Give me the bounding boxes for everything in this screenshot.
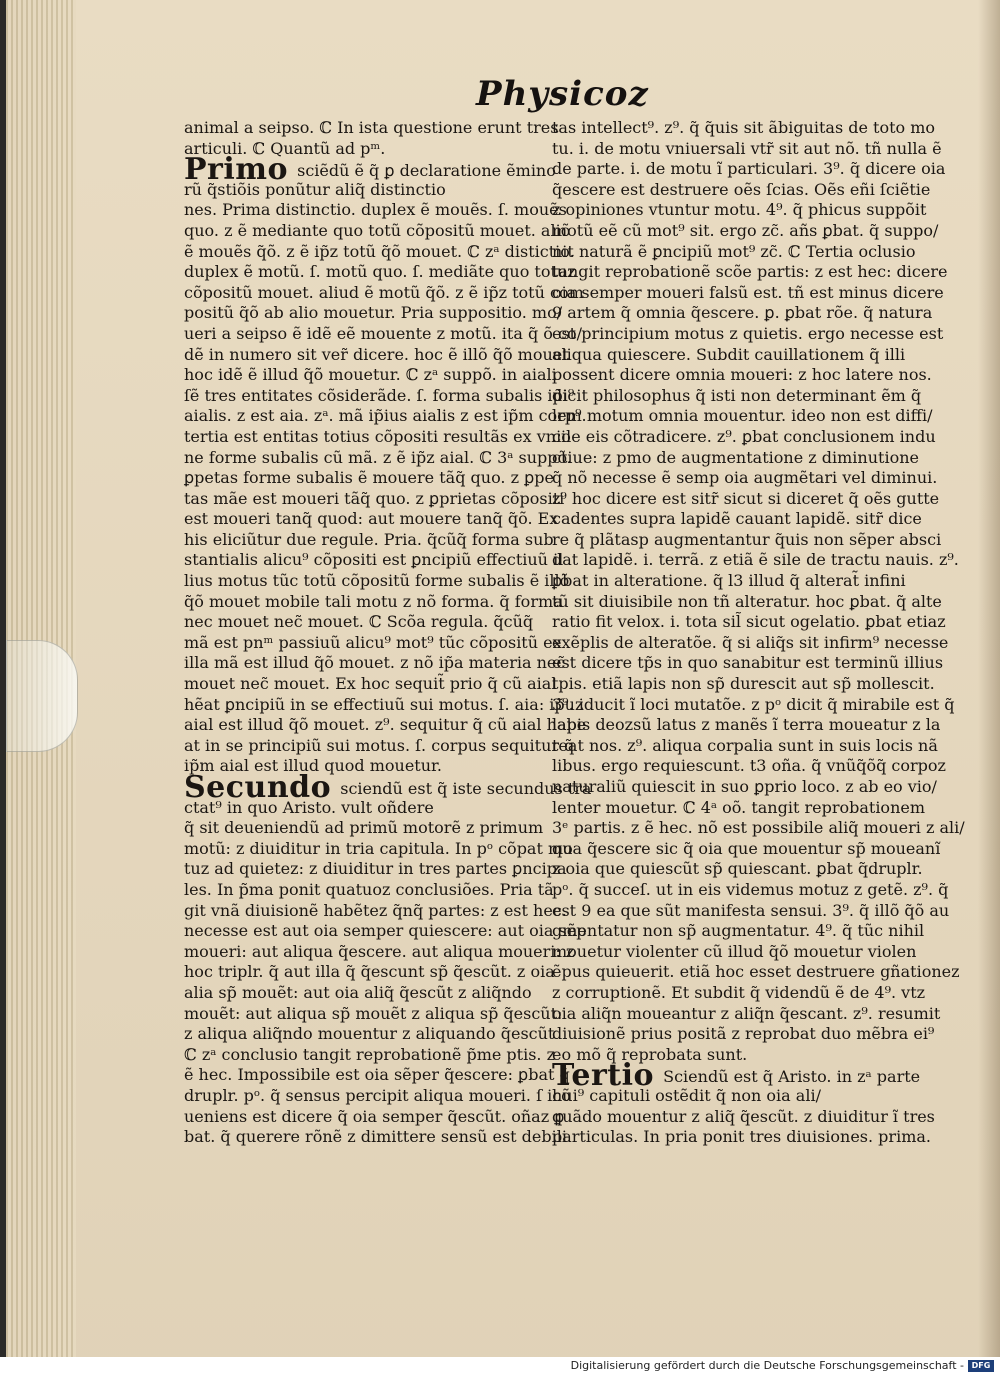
text-line: tu. i. de motu vniuersali vtr̃ sit aut nõ. tñ nulla ẽ (552, 138, 942, 158)
text-line: oia semper moueri falsũ est. tñ est minus dicere (552, 282, 944, 302)
text-line: bat. q̃ querere rõnẽ z dimittere sensũ est debili (184, 1127, 567, 1147)
text-line: hoc idẽ ẽ illud q̃õ mouetur. ℂ zᵃ suppõ. in aiali (184, 365, 557, 385)
dfg-logo: DFG (968, 1360, 994, 1372)
text-line: articuli. ℂ Quantũ ad pᵐ. (184, 138, 386, 158)
text-line: les. In p̃ma ponit quatuoz conclusiões. Pria tã (184, 879, 554, 899)
text-line: est moueri tanq̃ quod: aut mouere tanq̃ q̃õ. Ex (184, 509, 559, 529)
text-line: diuisionẽ prius positã z reprobat duo mẽbra ei⁹ (552, 1024, 935, 1044)
text-line: libus. ergo requiescunt. t3 oña. q̃ vnũq̃õq̃ corpoz (552, 756, 946, 776)
running-head: Physicoz (476, 74, 649, 114)
text-line: duplex ẽ motũ. ſ. motũ quo. ſ. mediãte quo totuz (184, 262, 576, 282)
text-line: animal a seipso. ℂ In ista questione erunt tres (184, 118, 559, 137)
text-line: aliqua quiescere. Subdit cauillationem q̃ illi (552, 344, 906, 364)
text-line: re q̃ plãtasp augmentantur q̃uis non sẽper absci (552, 529, 942, 549)
text-line: q̃escere est destruere oẽs ſcias. Oẽs eñi ſciẽtie (552, 179, 931, 199)
text-line: nit naturã ẽ ꝑncipiũ mot⁹ zc̃. ℂ Tertia oclusio (552, 241, 916, 261)
text-line: possent dicere omnia moueri: z hoc latere nos. (552, 365, 932, 385)
text-line: ctat⁹ in quo Aristo. vult oñdere (184, 797, 434, 817)
text-line: mouet nec̃ mouet. Ex hoc sequit̃ prio q̃ cũ aial (184, 674, 557, 694)
digitization-footer (0, 1357, 1000, 1375)
text-line: positũ q̃õ ab alio mouetur. Pria suppositio. mo/ (184, 303, 563, 323)
text-line-rest: sciendũ est q̃ iste secundus tra (335, 779, 592, 798)
text-line: at in se principiũ sui motus. ſ. corpus sequitur q̃ (184, 735, 575, 755)
text-line: ẽpus quieuerit. etiã hoc esset destruere gñationez (552, 962, 960, 982)
text-line: tangit reprobationẽ scõe partis: z est hec: dicere (552, 262, 948, 282)
text-line (552, 1058, 921, 1094)
text-line: git vnã diuisionẽ habẽtez q̃nq̃ partes: z est hec. (184, 900, 567, 920)
text-line: dat lapidẽ. i. terrã. z etiã ẽ sile de tractu nauis. z⁹. (552, 550, 959, 570)
text-line: cõpositũ mouet. aliud ẽ motũ q̃õ. z ẽ ip̃z totũ com (184, 282, 584, 302)
text-line: rũ q̃stiõis ponũtur aliq̃ distinctio (184, 179, 446, 199)
text-line: illa mã est illud q̃õ mouet. z nõ ip̃a materia nec̃ (184, 653, 566, 673)
text-line: pᵒ. q̃ succeſ. ut in eis videmus motuz z getẽ. z⁹. q̃ (552, 879, 949, 899)
text-line: z opiniones vtuntur motu. 4⁹. q̃ phicus suppõit (552, 200, 927, 220)
text-line: de parte. i. de motu ĩ particulari. 3⁹. q̃ dicere oia (552, 159, 946, 179)
text-line: ueniens est dicere q̃ oia semper q̃escũt. oñaz ꝑ (184, 1106, 565, 1126)
text-line: ip̃m aial est illud quod mouetur. (184, 756, 442, 776)
text-line: z aliqua aliq̃ndo mouentur z aliquando q̃escũt (184, 1024, 555, 1044)
text-line: teat nos. z⁹. aliqua corpalia sunt in suis locis nã (552, 735, 938, 755)
book-clip (6, 640, 78, 752)
text-line: est dicere tp̃s in quo sanabitur est terminũ illius (552, 653, 944, 673)
text-line: hẽat ꝑncipiũ in se effectiuũ sui motus. ſ. aia: ip̃uz (184, 694, 584, 714)
text-line: est 9 ea que sũt manifesta sensui. 3⁹. q̃ illõ q̃õ au (552, 900, 950, 920)
text-line: aial est illud q̃õ mouet. z⁹. sequitur q̃ cũ aial habe (184, 715, 587, 735)
text-line: z corruptionẽ. Et subdit q̃ videndũ ẽ de 4⁹. vtz (552, 982, 926, 1002)
text-line: ꝑbat in alteratione. q̃ l3 illud q̃ alterat̃ infini (552, 571, 906, 591)
text-line: lius motus tũc totũ cõpositũ forme subalis ẽ illõ (184, 571, 570, 591)
text-line: hoc triplr. q̃ aut illa q̃ q̃escunt sp̃ q̃escũt. z oia (184, 962, 555, 982)
text-line: hui⁹ capituli ostẽdit q̃ non oia ali/ (552, 1085, 821, 1105)
text-line: lapis deozsũ latus z manẽs ĩ terra moueatur z la (552, 715, 941, 735)
text-line: z⁹ hoc dicere est sitr̃ sicut si diceret q̃ oẽs gutte (552, 488, 940, 508)
text-line: ẽ mouẽs q̃õ. z ẽ ip̃z totũ q̃õ mouet. ℂ zᵃ distictio. (184, 241, 575, 261)
text-line: druplr. pᵒ. q̃ sensus percipit aliqua moueri. ſ icõ (184, 1085, 571, 1105)
text-line: mã est pnᵐ passiuũ alicu⁹ mot⁹ tũc cõpositũ ex (184, 632, 562, 652)
text-line: ne forme subalis cũ mã. z ẽ ip̃z aial. ℂ 3ᵃ suppõ. (184, 447, 572, 467)
text-line: lem motum omnia mouentur. ideo non est diffi/ (552, 406, 933, 426)
text-line: ſẽ tres entitates cõsiderãde. ſ. forma subalis ip̃i⁹ (184, 385, 575, 405)
text-line: tuz ad quietez: z diuiditur in tres partes ꝑncipa (184, 859, 567, 879)
text-line: q̃ nõ necesse ẽ semp oia augmẽtari vel diminui. (552, 468, 938, 488)
text-line: exẽplis de alteratõe. q̃ si aliq̃s sit infirm⁹ necesse (552, 632, 949, 652)
text-line: tũ sit diuisibile non tñ alteratur. hoc ꝑbat. q̃ alte (552, 591, 942, 611)
text-line: dẽ in numero sit ver̃ dicere. hoc ẽ illõ q̃õ mouet (184, 344, 569, 364)
text-line: ꝑpetas forme subalis ẽ mouere tãq̃ quo. z ꝑpe (184, 468, 554, 488)
text-line: ℂ zᵃ conclusio tangit reprobationẽ p̃me ptis. z (184, 1044, 556, 1064)
text-line: motũ: z diuiditur in tria capitula. In pᵒ cõpat mo (184, 838, 573, 858)
text-line: quãdo mouentur z aliq̃ q̃escũt. z diuiditur ĩ tres (552, 1106, 935, 1126)
text-line: ratio fit velox. i. tota sil̃ sicut ogelatio. ꝑbat etiaz (552, 612, 946, 632)
text-line: mouẽt: aut aliqua sp̃ mouẽt z aliqua sp̃ q̃escũt: (184, 1003, 563, 1023)
text-line (184, 152, 556, 188)
text-line: lenter mouetur. ℂ 4ᵃ oõ. tangit reprobationem (552, 797, 926, 817)
text-line: 3ᵉ partis. z ẽ hec. nõ est possibile aliq̃ moueri z ali/ (552, 818, 965, 838)
paper-leaf (6, 0, 1000, 1357)
text-line: his eliciũtur due regule. Pria. q̃cũq̃ forma sub (184, 529, 554, 549)
text-line: mouetur violenter cũ illud q̃õ mouetur violen (552, 941, 917, 961)
footer-text: Digitalisierung gefördert durch die Deutsche Forschungsgemeinschaft - (570, 1359, 964, 1372)
text-line: ẽ hec. Impossibile est oia sẽper q̃escere: ꝑbat q̃ (184, 1065, 570, 1085)
text-line: motũ eẽ cũ mot⁹ sit. ergo zc̃. añs ꝑbat. q̃ suppo/ (552, 220, 939, 240)
text-line: q̃õ mouet mobile tali motu z nõ forma. q̃ forma (184, 591, 563, 611)
text-line: tas mãe est moueri tãq̃ quo. z ꝑprietas cõpositi (184, 488, 565, 508)
text-line: qua q̃escere sic q̃ oia que mouentur sp̃ moueanĩ (552, 838, 941, 858)
text-line-rest: sciẽdũ ẽ q̃ ꝑ declaratione ẽmino (292, 161, 556, 181)
section-initial: Primo (184, 152, 289, 188)
text-line: nec mouet nec̃ mouet. ℂ Scõa regula. q̃cũq̃ (184, 612, 534, 632)
text-line: oia aliq̃n moueantur z aliq̃n q̃escant. z⁹. resumit (552, 1003, 941, 1023)
text-line: alia sp̃ mouẽt: aut oia aliq̃ q̃escũt z aliq̃ndo (184, 982, 532, 1002)
text-line: particulas. In pria ponit tres diuisiones. prima. (552, 1127, 931, 1147)
text-line: aialis. z est aia. zᵃ. mã ip̃ius aialis z est ip̃m corp⁹. (184, 406, 587, 426)
text-line: cile eis cõtradicere. z⁹. ꝑbat conclusionem indu (552, 426, 936, 446)
text-line-rest: Sciendũ est q̃ Aristo. in zᵃ parte (658, 1067, 921, 1087)
text-line: z oia que quiescũt sp̃ quiescant. ꝑbat q̃druplr. (552, 859, 923, 879)
text-line: tertia est entitas totius cõpositi resultãs ex vnio (184, 426, 571, 446)
text-line: gmentatur non sp̃ augmentatur. 4⁹. q̃ tũc nihil (552, 921, 925, 941)
text-line: tas intellect⁹. z⁹. q̃ q̃uis sit ãbiguitas de toto mo (552, 118, 936, 137)
text-column-left (184, 118, 592, 1148)
text-line: q̃ sit deueniendũ ad primũ motorẽ z primum (184, 818, 544, 838)
text-line: moueri: aut aliqua q̃escere. aut aliqua moueri: z (184, 941, 575, 961)
text-line: eo mõ q̃ reprobata sunt. (552, 1044, 748, 1064)
text-line: tpis. etiã lapis non sp̃ durescit aut sp̃ mollescit. (552, 674, 935, 694)
text-line (184, 770, 592, 805)
text-line: nes. Prima distinctio. duplex ẽ mouẽs. ſ. mouẽs (184, 200, 567, 220)
text-line: ctiue: z pmo de augmentatione z diminutione (552, 447, 919, 467)
text-line: ueri a seipso ẽ idẽ eẽ mouente z motũ. ita q̃ õ co/ (184, 323, 583, 343)
text-line: naturaliũ quiescit in suo ꝑprio loco. z ab eo vio/ (552, 777, 937, 796)
text-line: 9 artem q̃ omnia q̃escere. ꝑ. ꝑbat rõe. q̃ natura (552, 303, 933, 323)
text-line: quo. z ẽ mediante quo totũ cõpositũ mouet. aliõ (184, 220, 571, 240)
gutter-shadow (978, 0, 1000, 1357)
text-line: necesse est aut oia semper quiescere: aut oia sẽp (184, 921, 587, 941)
text-line: dicit philosophus q̃ isti non determinant ẽm q̃ (552, 385, 922, 405)
text-line: cadentes supra lapidẽ cauant lapidẽ. sitr̃ dice (552, 509, 922, 529)
section-initial: Tertio (552, 1058, 655, 1094)
text-column-right (552, 118, 965, 1148)
text-line: est principium motus z quietis. ergo necesse est (552, 323, 944, 343)
text-line: 3⁹. iducit ĩ loci mutatõe. z pᵒ dicit q̃ mirabile est q̃ (552, 694, 955, 714)
text-line: stantialis alicu⁹ cõpositi est ꝑncipiũ effectiuũ il (184, 550, 564, 570)
section-initial: Secundo (184, 770, 332, 805)
